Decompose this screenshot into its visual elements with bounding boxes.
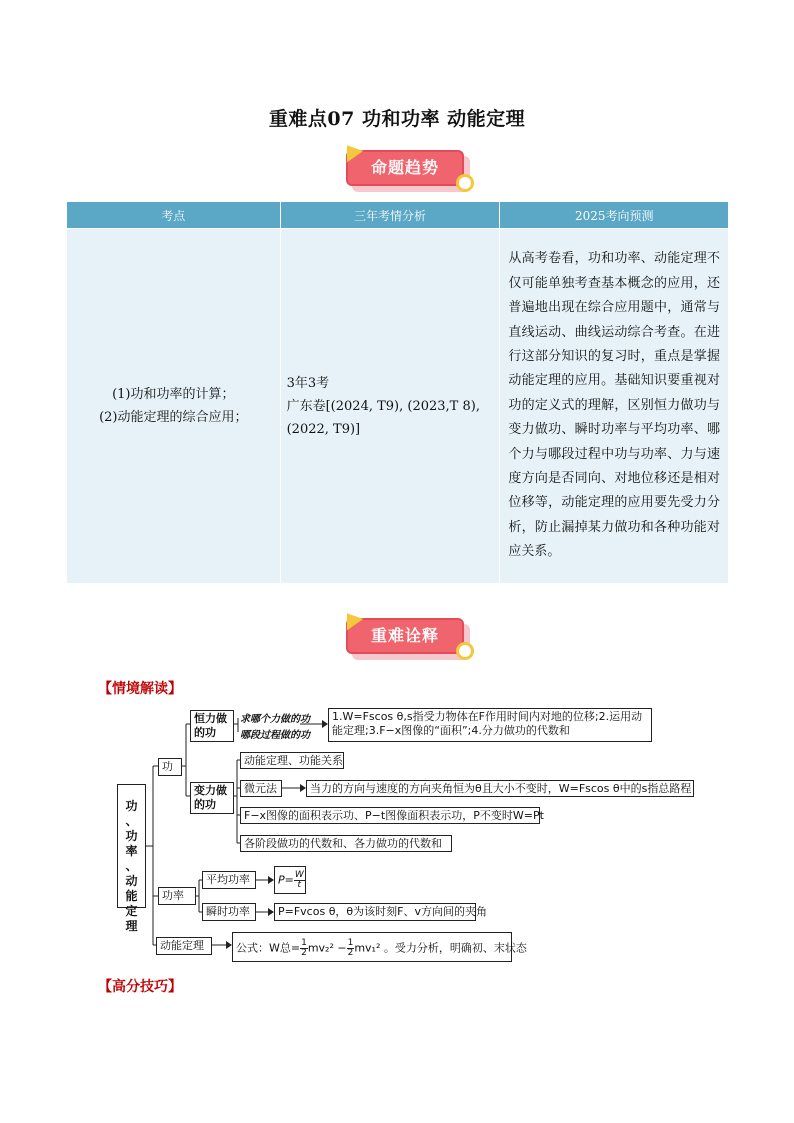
fraction-num: 1 [301, 938, 307, 948]
mindmap-const-work [190, 710, 234, 742]
note-which-force: 求哪个力做的功 [240, 714, 310, 725]
root-char: 率 [125, 844, 138, 858]
analysis-source: 广东卷[(2024, T9), (2023,T 8), [286, 398, 480, 414]
mindmap-avg-formula [274, 866, 306, 894]
root-char: 、 [125, 814, 138, 828]
analysis-cell [280, 229, 500, 584]
mindmap-const-desc [328, 708, 652, 742]
fraction [294, 871, 305, 890]
root-char: 、 [125, 859, 138, 873]
fraction-den: t [297, 880, 302, 890]
table-row [67, 229, 729, 584]
topic-cell [67, 229, 281, 584]
fraction-den: 2 [347, 948, 354, 958]
mindmap-var-graph: F−x图像的面积表示功、P−t图像面积表示功，P不变时W=Pt [240, 807, 540, 824]
mindmap-var-work [190, 782, 234, 814]
mindmap-ke-formula [232, 932, 527, 962]
mindmap-var-sum: 各阶段做功的代数和、各力做功的代数和 [240, 835, 452, 852]
root-char: 定 [125, 904, 138, 918]
ring-icon [456, 174, 474, 192]
root-char: 动 [125, 874, 138, 888]
formula-text: P= [278, 873, 294, 887]
node-line: 恒力做 [194, 712, 227, 725]
analysis-count: 3年3考 [286, 375, 330, 391]
formula-text: mv₂² − [307, 941, 347, 955]
ring-icon [456, 642, 474, 660]
mindmap-var-micro: 微元法 [240, 780, 282, 797]
mindmap-var-micro-desc: 当力的方向与速度的方向夹角恒为θ且大小不变时，W=Fscos θ中的s指总路程 [306, 780, 694, 797]
root-char: 理 [125, 919, 138, 933]
mindmap-work: 功 [158, 758, 182, 776]
root-char: 功 [125, 799, 138, 813]
node-line: 变力做 [194, 784, 227, 797]
topic-item: (1)功和功率的计算； [112, 387, 235, 402]
mindmap-power: 功率 [158, 887, 196, 905]
table-header: 2025考向预测 [500, 202, 729, 229]
analysis-source: (2022, T9)] [286, 421, 361, 437]
section-situation: 【情境解读】 [98, 681, 182, 697]
mindmap-root [117, 784, 146, 933]
mindmap-inst-desc: P=Fvcos θ，θ为该时刻F、v方向间的夹角 [274, 903, 476, 921]
root-char: 能 [125, 889, 138, 903]
topic-item: (2)动能定理的综合应用； [99, 410, 248, 425]
formula-text: mv₁² 。受力分析，明确初、末状态 [354, 941, 527, 955]
table-header: 考点 [67, 202, 281, 229]
formula-text: 公式：W总= [236, 941, 301, 955]
trend-badge-label: 命题趋势 [346, 150, 464, 186]
mindmap-inst-power: 瞬时功率 [202, 903, 256, 921]
trend-table [66, 201, 729, 584]
explain-badge-label: 重难诠释 [346, 618, 464, 654]
node-line: 能定理;3.F−x图像的“面积”;4.分力做功的代数和 [332, 724, 570, 737]
page-title: 重难点07 功和功率 动能定理 [268, 108, 526, 130]
mindmap-avg-power: 平均功率 [202, 871, 256, 889]
node-line: 1.W=Fscos θ,s指受力物体在F作用时间内对地的位移;2.运用动 [332, 710, 643, 723]
note-which-process: 哪段过程做的功 [240, 730, 310, 741]
fraction-den: 2 [301, 948, 307, 958]
node-line: 的功 [194, 798, 216, 811]
table-header-row [67, 202, 729, 229]
fraction-num: W [294, 870, 304, 880]
section-tips: 【高分技巧】 [98, 979, 182, 995]
trend-badge [346, 150, 474, 194]
fraction-num: 1 [347, 938, 354, 948]
explain-badge [346, 618, 474, 662]
forecast-cell: 从高考卷看，功和功率、动能定理不仅可能单独考查基本概念的应用，还普遍地出现在综合应用题中，通常与直线运动、曲线运动综合考查。在进行这部分知识的复习时，重点是掌握动能定理的应用。基础知识要重视对功的定义式的理解，区别恒力做功与变力做功、瞬时功率与平均功率、哪个力与哪段过程中功与功率、力与速度方向是否同向、对地位移还是相对位移等，动能定理的应用要先受力分析，防止漏掉某力做功和各种功能对应关系。 [500, 229, 729, 584]
mindmap-ke-theorem: 动能定理 [156, 937, 212, 955]
table-header: 三年考情分析 [280, 202, 500, 229]
node-line: 的功 [194, 726, 216, 739]
fraction [300, 939, 308, 958]
mindmap-var-ke: 动能定理、功能关系 [240, 752, 344, 769]
root-char: 功 [125, 829, 138, 843]
